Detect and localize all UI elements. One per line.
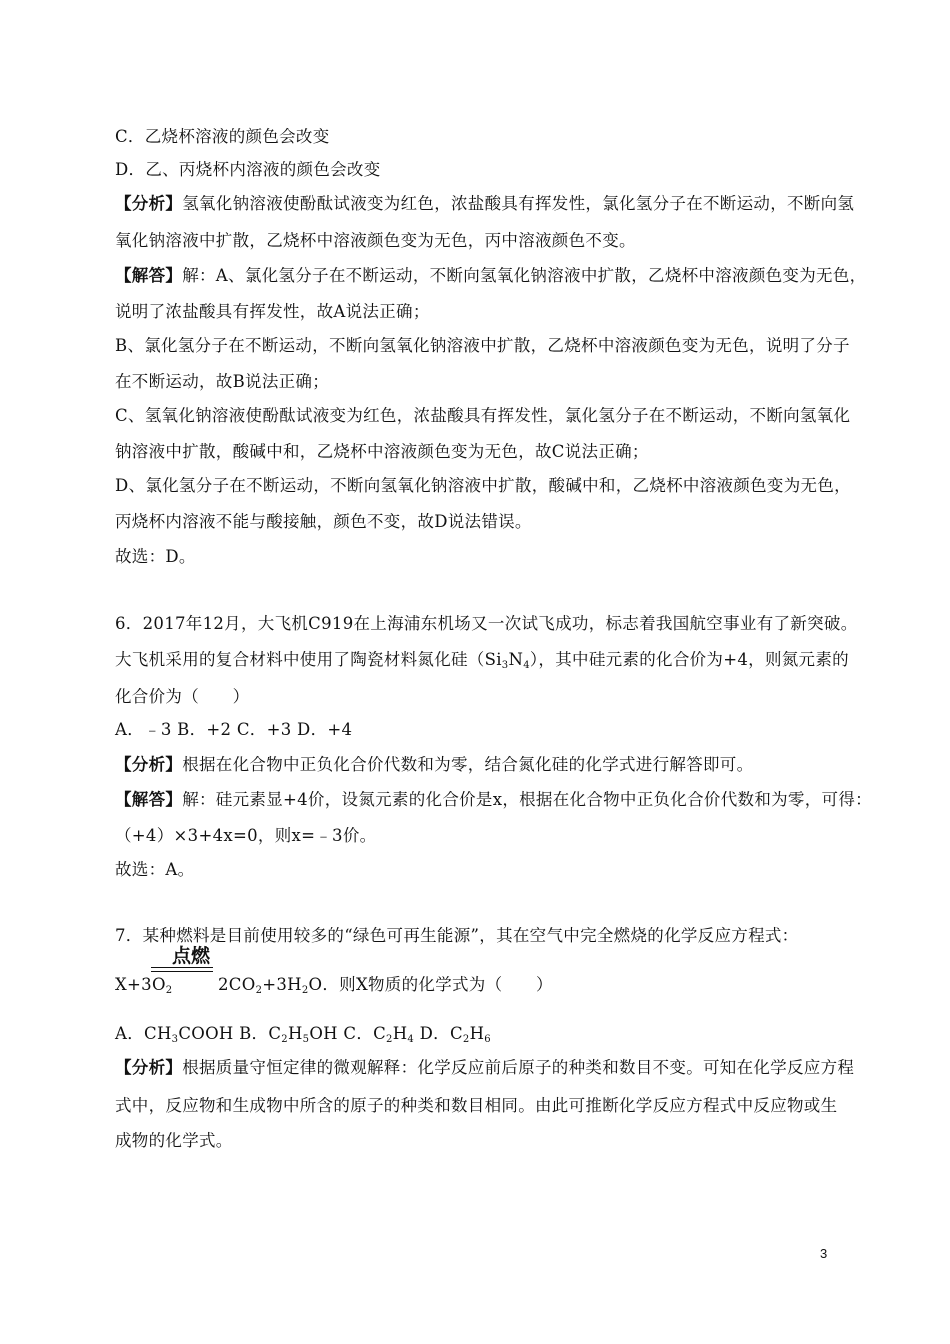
page-number: 3 (820, 1246, 828, 1261)
q7-options (115, 1020, 855, 1048)
opt-text: OH C．C (309, 1024, 387, 1043)
opt-text: H (469, 1024, 485, 1043)
q7-analysis (115, 1054, 855, 1082)
analysis-text: 根据在化合物中正负化合价代数和为零，结合氮化硅的化学式进行解答即可。 (182, 755, 754, 774)
subscript: 2 (255, 985, 263, 996)
subscript: 2 (165, 985, 173, 996)
q6-options: A．﹣3 B．+2 C．+3 D．+4 (115, 720, 353, 739)
subscript: 2 (301, 985, 309, 996)
subscript: 3 (501, 660, 509, 671)
q5-option-d: D．乙、丙烧杯内溶液的颜色会改变 (115, 160, 381, 179)
reaction-arrow-line-bottom (151, 971, 213, 972)
eq-r3: O．则X物质的化学式为（ ） (308, 975, 553, 994)
answer-text: 解：A、氯化氢分子在不断运动，不断向氢氧化钠溶液中扩散，乙烧杯中溶液颜色变为无色， (182, 266, 867, 285)
q7-stem-l1: 7．某种燃料是目前使用较多的“绿色可再生能源”，其在空气中完全燃烧的化学反应方程式： (115, 926, 799, 945)
eq-r2: +3H (262, 975, 302, 994)
subscript: 5 (302, 1034, 310, 1045)
q7-equation-left (115, 971, 173, 999)
q6-stem-l2-b: N (508, 650, 524, 669)
opt-text: A．CH (115, 1024, 172, 1043)
analysis-text: 氢氧化钠溶液使酚酞试液变为红色，浓盐酸具有挥发性，氯化氢分子在不断运动，不断向氢 (182, 194, 855, 213)
q6-stem-l2 (115, 646, 855, 674)
q6-analysis (115, 751, 855, 779)
eq-r1: 2CO (218, 975, 256, 994)
q6-answer (115, 786, 872, 814)
q5-answer-l4: 在不断运动，故B说法正确； (115, 372, 330, 391)
q6-answer-l2: （+4）×3+4x=0，则x=﹣3价。 (115, 826, 377, 845)
q5-analysis (115, 190, 855, 218)
q5-answer-l5: C、氢氧化钠溶液使酚酞试液变为红色，浓盐酸具有挥发性，氯化氢分子在不断运动，不断向氢氧化 (115, 406, 851, 425)
q7-equation-right (218, 971, 838, 999)
q5-answer-l7: D、氯化氢分子在不断运动，不断向氢氧化钠溶液中扩散，酸碱中和，乙烧杯中溶液颜色变为无色， (115, 476, 851, 495)
answer-text: 解：硅元素显+4价，设氮元素的化合价是x，根据在化合物中正负化合价代数和为零，可得： (182, 790, 872, 809)
subscript: 4 (407, 1034, 415, 1045)
q5-answer-l2: 说明了浓盐酸具有挥发性，故A说法正确； (115, 302, 430, 321)
reaction-arrow-line-top (151, 967, 213, 968)
q5-choose: 故选：D。 (115, 547, 196, 566)
subscript: 2 (462, 1034, 470, 1045)
q6-stem-l2-c: ），其中硅元素的化合价为+4，则氮元素的 (529, 650, 849, 669)
analysis-tag: 【分析】 (115, 194, 183, 213)
q5-answer-l6: 钠溶液中扩散，酸碱中和，乙烧杯中溶液颜色变为无色，故C说法正确； (115, 442, 649, 461)
opt-text: H (392, 1024, 408, 1043)
opt-text: D．C (414, 1024, 463, 1043)
answer-tag: 【解答】 (115, 266, 183, 285)
answer-tag: 【解答】 (115, 790, 183, 809)
q7-analysis-l3: 成物的化学式。 (115, 1131, 233, 1150)
q6-stem-l1: 6．2017年12月，大飞机C919在上海浦东机场又一次试飞成功，标志着我国航空事业有了新突破。 (115, 614, 858, 633)
analysis-tag: 【分析】 (115, 1058, 183, 1077)
subscript: 2 (386, 1034, 393, 1045)
q5-answer (115, 262, 867, 290)
subscript: 2 (281, 1034, 288, 1045)
opt-text: H (287, 1024, 303, 1043)
opt-text: COOH B．C (178, 1024, 282, 1043)
eq-left-text: X+3O (115, 975, 166, 994)
q5-answer-l3: B、氯化氢分子在不断运动，不断向氢氧化钠溶液中扩散，乙烧杯中溶液颜色变为无色，说明了分子 (115, 336, 850, 355)
q6-stem-l3: 化合价为（ ） (115, 687, 250, 706)
subscript: 4 (523, 660, 530, 671)
reaction-condition: 点燃 (171, 945, 210, 967)
q7-analysis-l2: 式中，反应物和生成物中所含的原子的种类和数目相同。由此可推断化学反应方程式中反应物或生 (115, 1096, 838, 1115)
q6-choose: 故选：A。 (115, 860, 195, 879)
q5-answer-l8: 丙烧杯内溶液不能与酸接触，颜色不变，故D说法错误。 (115, 512, 532, 531)
analysis-tag: 【分析】 (115, 755, 183, 774)
subscript: 6 (484, 1034, 491, 1045)
analysis-text: 根据质量守恒定律的微观解释：化学反应前后原子的种类和数目不变。可知在化学反应方程 (182, 1058, 855, 1077)
q6-stem-l2-a: 大飞机采用的复合材料中使用了陶瓷材料氮化硅（Si (115, 650, 502, 669)
q5-option-c: C．乙烧杯溶液的颜色会改变 (115, 127, 330, 146)
q5-analysis-cont: 氧化钠溶液中扩散，乙烧杯中溶液颜色变为无色，丙中溶液颜色不变。 (115, 231, 636, 250)
subscript: 3 (171, 1034, 179, 1045)
